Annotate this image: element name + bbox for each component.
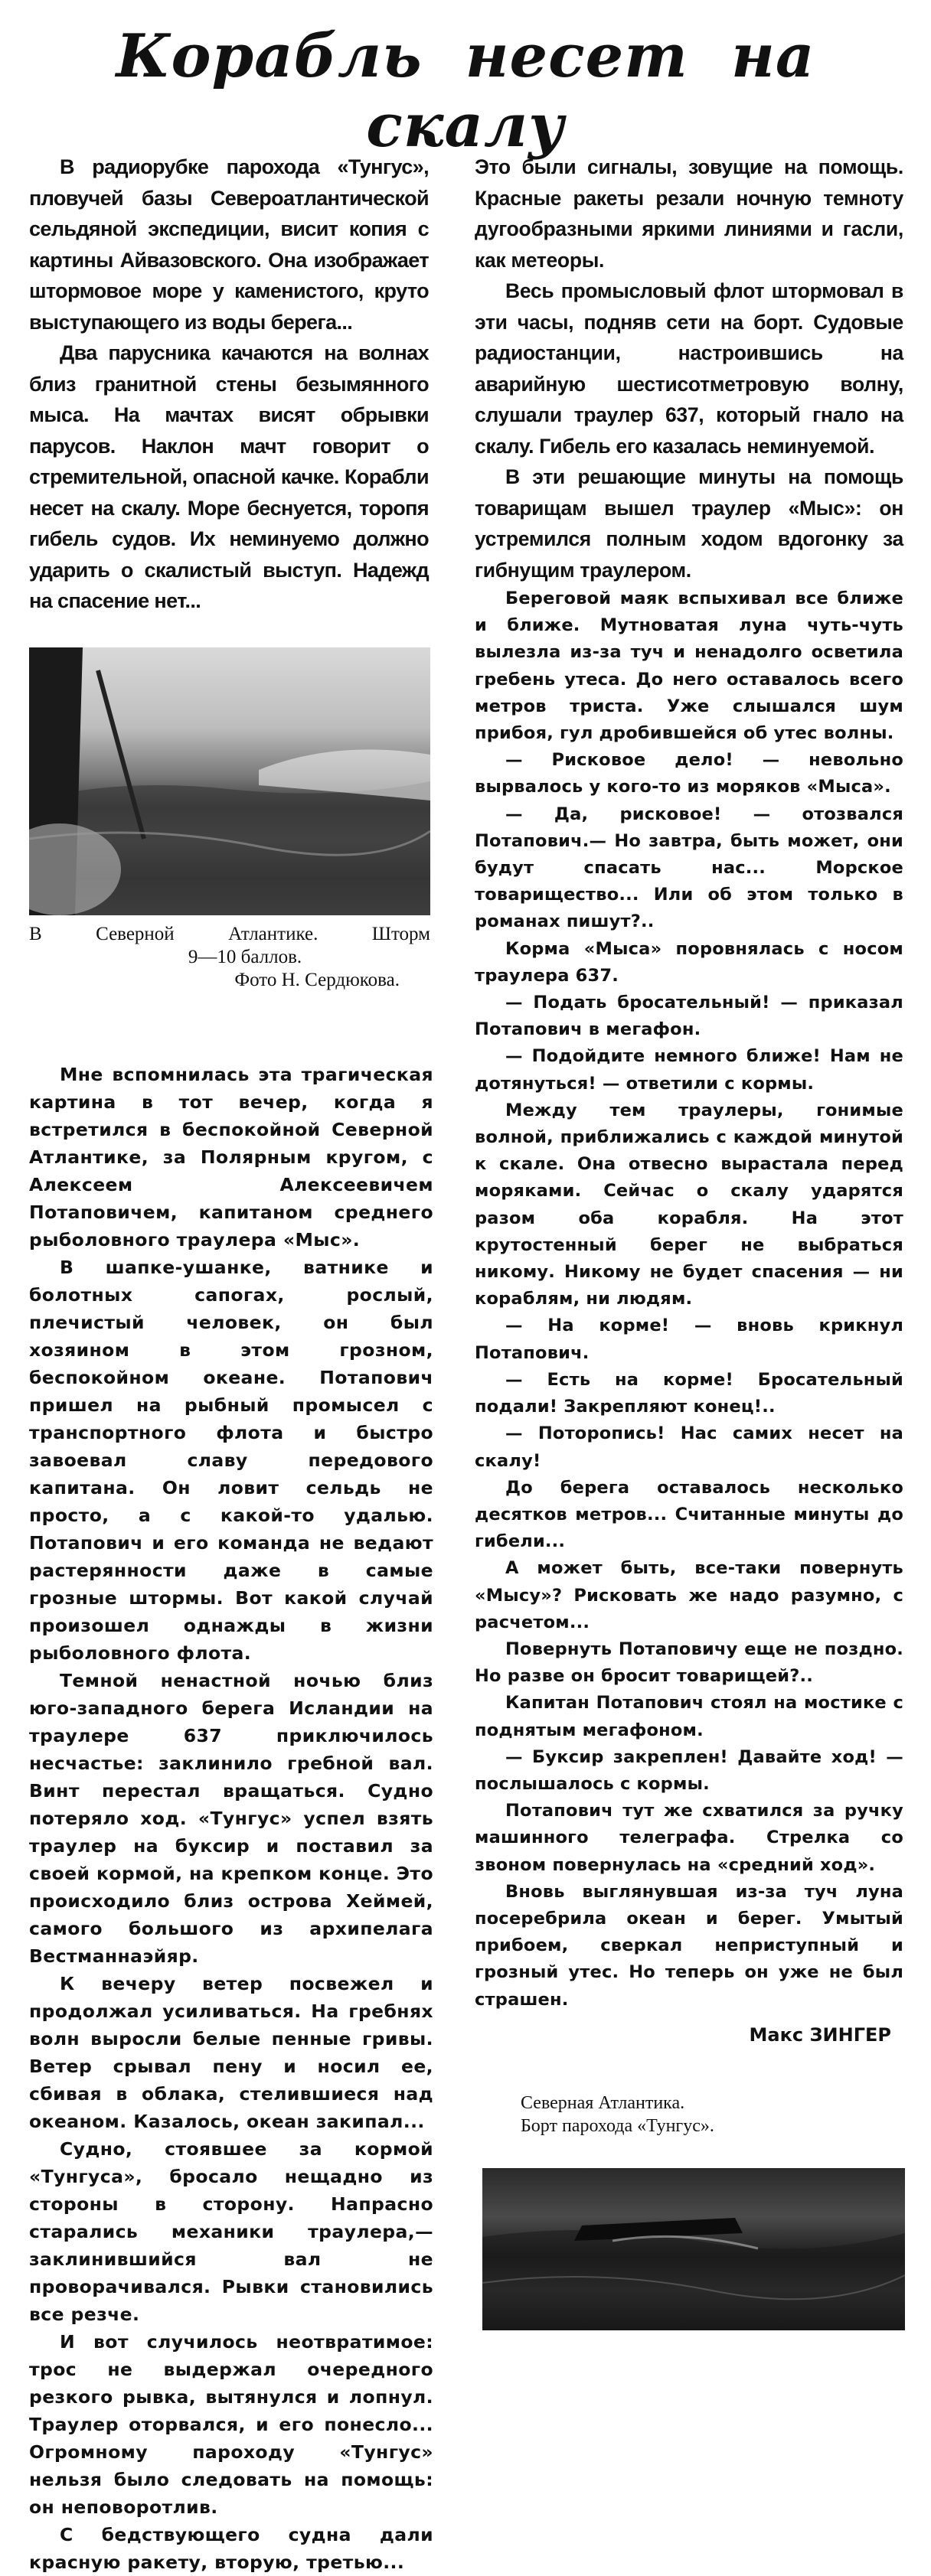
storm-photo-caption (29, 923, 430, 992)
photo-credit: Фото Н. Сердюкова. (234, 969, 400, 990)
paragraph: Это были сигналы, зовущие на помощь. Красные ракеты резали ночную темноту дугообразными яркими линиями и гасли, как метеоры. (475, 155, 903, 272)
paragraph: Вновь выглянувшая из-за туч луна посеребрила океан и берег. Умытый прибоем, сверкал неприступный и грозный утес. Но теперь он уже не был страшен. (475, 1881, 903, 2010)
paragraph: Два парусника качаются на волнах близ гранитной стены безымянного мыса. На мачтах висят обрывки парусов. Наклон мачт говорит о стремительной, опасной качке. Корабли несет на скалу. Море беснуется, торопя гибель судов. Их неминуемо должно ударить о скалистый выступ. Надежд на спасение нет... (29, 341, 429, 612)
author-byline: Макс ЗИНГЕР (749, 2023, 891, 2046)
storm-photo (29, 647, 430, 915)
caption-line: Северная Атлантика. (521, 2092, 685, 2113)
paragraph: — Буксир закреплен! Давайте ход! — послышалось с кормы. (475, 1746, 903, 1794)
paragraph: Капитан Потапович стоял на мостике с поднятым мегафоном. (475, 1693, 903, 1740)
paragraph: В эти решающие минуты на помощь товарищам вышел траулер «Мыс»: он устремился полным ходом вдогонку за гибнущим траулером. (475, 465, 903, 582)
night-sea-photo (482, 2168, 905, 2330)
caption-line: В Северной Атлантике. Шторм (29, 923, 430, 944)
paragraph: А может быть, все-таки повернуть «Мысу»? Рисковать же надо разумно, с расчетом... (475, 1558, 903, 1632)
paragraph: Корма «Мыса» поровнялась с носом траулера 637. (475, 938, 903, 986)
paragraph: — На корме! — вновь крикнул Потапович. (475, 1316, 903, 1363)
paragraph: Между тем траулеры, гонимые волной, приближались с каждой минутой к скале. Она отвесно вырастала перед моряками. Сейчас о скалу ударятся разом оба корабля. На этот крутостенный берег не выбраться никому. Никому не будет спасения — ни кораблям, ни людям. (475, 1100, 903, 1309)
paragraph: Темной ненастной ночью близ юго-западного берега Исландии на траулере 637 приключилось несчастье: заклинило гребной вал. Винт перестал вращаться. Судно потеряло ход. «Тунгус» успел взять траулер на буксир и поставил за своей кормой, на крепком конце. Это происходило близ острова Хеймей, самого большого из архипелага Вестманнаэйяр. (29, 1669, 433, 1967)
right-column-wrap (475, 152, 903, 2330)
paragraph: Повернуть Потаповичу еще не поздно. Но разве он бросит товарищей?.. (475, 1639, 903, 1687)
paragraph: — Подойдите немного ближе! Нам не дотянуться! — ответили с кормы. (475, 1046, 903, 1094)
paragraph: Судно, стоявшее за кормой «Тунгуса», бросало нещадно из стороны в сторону. Напрасно старались механики траулера,— заклинившийся вал не проворачивался. Рывки становились все резче. (29, 2137, 433, 2325)
paragraph: — Подать бросательный! — приказал Потапович в мегафон. (475, 993, 903, 1040)
ship-photo-caption (521, 2092, 842, 2137)
paragraph: Весь промысловый флот штормовал в эти часы, подняв сети на борт. Судовые радиостанции, настроившись на аварийную шестисотметровую волну, слушали траулер 637, который гнало на скалу. Гибель его казалась неминуемой. (475, 279, 903, 458)
paragraph: Мне вспомнилась эта трагическая картина в тот вечер, когда я встретился в беспокойной Северной Атлантике, за Полярным кругом, с Алексеем Алексеевичем Потаповичем, капитаном среднего рыболовного траулера «Мыс». (29, 1063, 433, 1251)
paragraph: — Рисковое дело! — невольно вырвалось у кого-то из моряков «Мыса». (475, 750, 903, 797)
paragraph: К вечеру ветер посвежел и продолжал усиливаться. На гребнях волн выросли белые пенные гривы. Ветер срывал пену и носил ее, сбивая в облака, стелившиеся над океаном. Казалось, океан закипал... (29, 1972, 433, 2132)
article-title: Корабль несет на скалу (116, 21, 815, 161)
paragraph: — Есть на корме! Бросательный подали! Закрепляют конец!.. (475, 1369, 903, 1417)
intro-column (29, 152, 429, 617)
paragraph: В радиорубке парохода «Тунгус», пловучей базы Североатлантической сельдяной экспедиции, висит копия с картины Айвазовского. Она изображает штормовое море у каменистого, круто выступающего из воды берега... (29, 155, 429, 334)
right-column (475, 152, 903, 2014)
paragraph: — Поторопись! Нас самих несет на скалу! (475, 1423, 903, 1471)
caption-line: Борт парохода «Тунгус». (521, 2115, 714, 2136)
paragraph: Потапович тут же схватился за ручку машинного телеграфа. Стрелка со звоном повернулась на «средний ход». (475, 1801, 903, 1875)
paragraph: До берега оставалось несколько десятков метров... Считанные минуты до гибели... (475, 1477, 903, 1552)
paragraph: С бедствующего судна дали красную ракету, вторую, третью... (29, 2523, 433, 2573)
main-story-column (29, 1061, 433, 2576)
caption-line: 9—10 баллов. (188, 946, 302, 967)
paragraph: В шапке-ушанке, ватнике и болотных сапогах, рослый, плечистый человек, он был хозяином в этом грозном, беспокойном океане. Потапович пришел на рыбный промысел с транспортного флота и быстро завоевал славу передового капитана. Он ловит сельдь не просто, а с какой-то удалью. Потапович и его команда не ведают растерянности даже в самые грозные штормы. Вот какой случай произошел однажды в жизни рыболовного флота. (29, 1256, 433, 1664)
paragraph: Береговой маяк вспыхивал все ближе и ближе. Мутноватая луна чуть-чуть вылезла из-за туч и ненадолго осветила гребень утеса. До него оставалось всего метров триста. Уже слышался шум прибоя, гул дробившейся об утес волны. (475, 589, 903, 744)
paragraph: — Да, рисковое! — отозвался Потапович.— Но завтра, быть может, они будут спасать нас... Морское товарищество... Или об этом только в романах пишут?.. (475, 804, 903, 932)
left-column (29, 152, 433, 2576)
paragraph: И вот случилось неотвратимое: трос не выдержал очередного резкого рывка, вытянулся и лопнул. Траулер оторвался, и его понесло... Огромному пароходу «Тунгус» нельзя было следовать на помощь: он неповоротлив. (29, 2330, 433, 2518)
